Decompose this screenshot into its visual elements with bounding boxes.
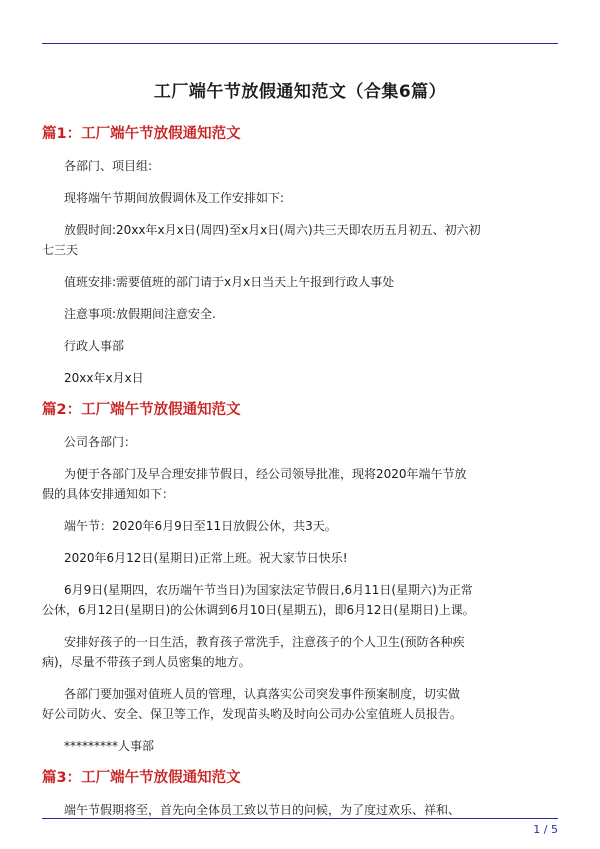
document-body (42, 116, 558, 832)
paragraph-line: 行政人事部 (64, 339, 125, 353)
paragraph-line: 假的具体安排通知如下： (42, 487, 175, 501)
paragraph-line: 病)，尽量不带孩子到人员密集的地方。 (42, 655, 251, 669)
paragraph-line: 6月9日(星期四，农历端午节当日)为国家法定节假日,6月11日(星期六)为正常 (64, 583, 473, 597)
paragraph (42, 736, 558, 756)
document-title: 工厂端午节放假通知范文（合集6篇） (153, 82, 447, 102)
paragraph (42, 188, 558, 208)
paragraph-line: 为便于各部门及早合理安排节假日，经公司领导批准，现将2020年端午节放 (64, 467, 467, 481)
paragraph-line: 七三天 (42, 243, 79, 257)
paragraph (42, 516, 558, 536)
footer-rule (42, 818, 558, 819)
paragraph-line: 注意事项:放假期间注意安全. (64, 307, 216, 321)
paragraph-line: 公休，6月12日(星期日)的公休调到6月10日(星期五)，即6月12日(星期日)上课。 (42, 603, 475, 617)
paragraph (42, 464, 558, 504)
paragraph-line: 各部门、项目组: (64, 159, 153, 173)
paragraph-line: 公司各部门： (64, 435, 137, 449)
section-heading: 篇2：工厂端午节放假通知范文 (42, 402, 241, 418)
section-heading: 篇3：工厂端午节放假通知范文 (42, 770, 241, 786)
paragraph-line: 好公司防火、安全、保卫等工作，发现苗头哟及时向公司办公室值班人员报告。 (42, 707, 463, 721)
section-heading: 篇1：工厂端午节放假通知范文 (42, 126, 241, 142)
paragraph-line: *********人事部 (64, 739, 155, 753)
paragraph-line: 值班安排:需要值班的部门请于x月x日当天上午报到行政人事处 (64, 275, 395, 289)
paragraph-line: 端午节：2020年6月9日至11日放假公休，共3天。 (64, 519, 337, 533)
paragraph (42, 432, 558, 452)
paragraph (42, 580, 558, 620)
paragraph-line: 端午节假期将至，首先向全体员工致以节日的问候，为了度过欢乐、祥和、 (64, 803, 461, 817)
paragraph-line: 放假时间:20xx年x月x日(周四)至x月x日(周六)共三天即农历五月初五、初六初 (64, 223, 481, 237)
paragraph (42, 336, 558, 356)
paragraph (42, 632, 558, 672)
paragraph (42, 684, 558, 724)
paragraph (42, 548, 558, 568)
paragraph (42, 156, 558, 176)
paragraph-line: 现将端午节期间放假调休及工作安排如下: (64, 191, 285, 205)
paragraph (42, 304, 558, 324)
header-rule (42, 43, 558, 44)
paragraph-line: 各部门要加强对值班人员的管理，认真落实公司突发事件预案制度，切实做 (64, 687, 461, 701)
paragraph-line: 2020年6月12日(星期日)正常上班。祝大家节日快乐! (64, 551, 348, 565)
paragraph (42, 800, 558, 820)
paragraph (42, 368, 558, 388)
paragraph (42, 272, 558, 292)
page-number: 1 / 5 (533, 823, 558, 836)
paragraph (42, 220, 558, 260)
paragraph-line: 20xx年x月x日 (64, 371, 144, 385)
paragraph-line: 安排好孩子的一日生活，教育孩子常洗手，注意孩子的个人卫生(预防各种疾 (64, 635, 465, 649)
